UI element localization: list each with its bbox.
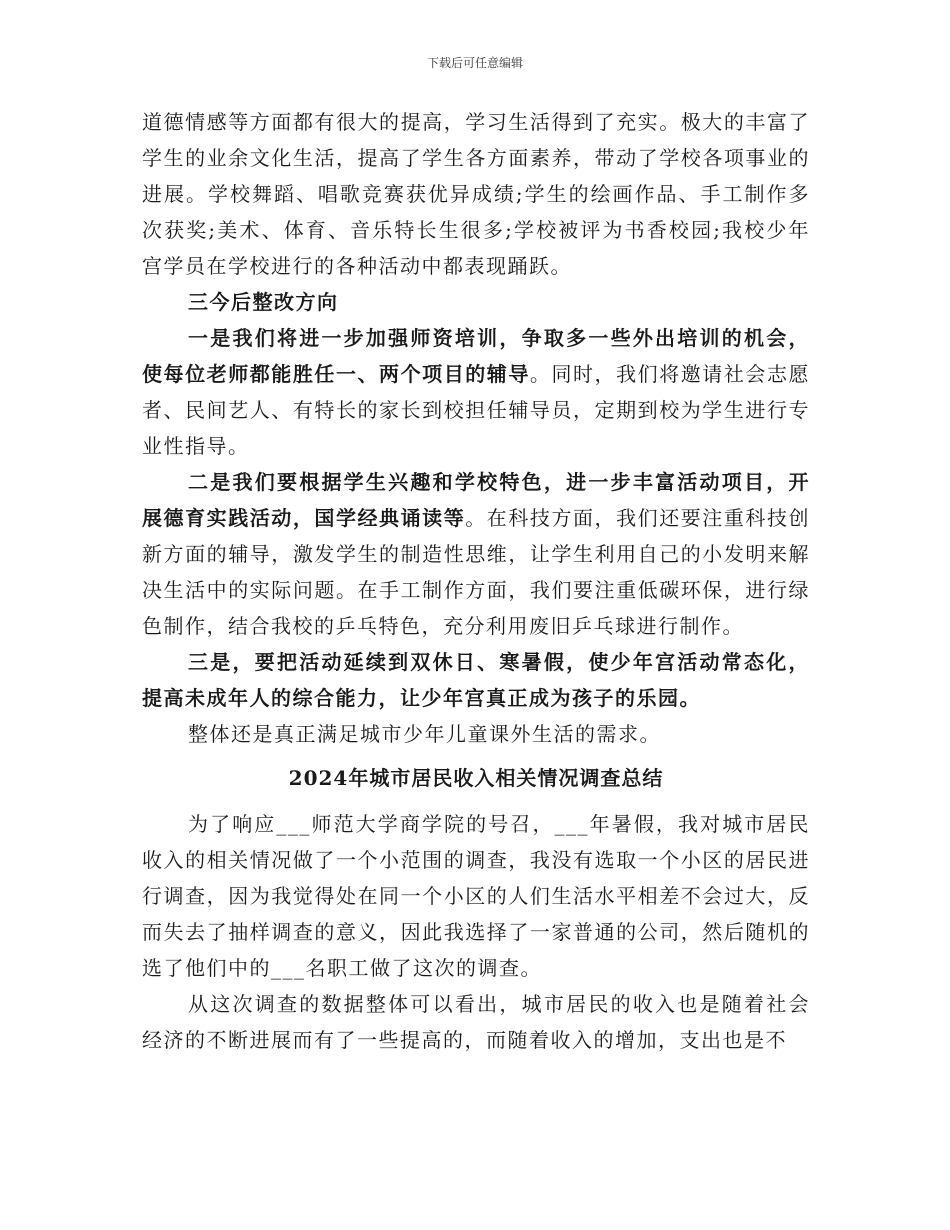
document-title: 2024年城市居民收入相关情况调查总结	[288, 766, 664, 790]
point-three-paragraph	[142, 644, 810, 716]
survey-paragraph-two: 从这次调查的数据整体可以看出，城市居民的收入也是随着社会经济的不断进展而有了一些提高的，而随着收入的增加，支出也是不	[142, 992, 810, 1052]
page-header: 下载后可任意编辑	[426, 56, 523, 70]
document-body	[142, 104, 810, 1058]
point-two-bold: 二是我们要根据学生兴趣和学校特色，进一步丰富活动项目，开展德育实践活动，国学经典诵读等	[142, 470, 810, 530]
section-heading: 三今后整改方向	[188, 290, 339, 314]
survey-paragraph-one: 为了响应___师范大学商学院的号召，___年暑假，我对城市居民收入的相关情况做了一个小范围的调查，我没有选取一个小区的居民进行调查，因为我觉得处在同一个小区的人们生活水平相差不会过大，反而失去了抽样调查的意义，因此我选择了一家普通的公司，然后随机的选了他们中的___名职工做了这次的调查。	[142, 812, 810, 980]
point-three-bold: 三是，要把活动延续到双休日、寒暑假，使少年宫活动常态化，提高未成年人的综合能力，让少年宫真正成为孩子的乐园。	[142, 650, 810, 710]
intro-paragraph: 道德情感等方面都有很大的提高，学习生活得到了充实。极大的丰富了学生的业余文化生活，提高了学生各方面素养，带动了学校各项事业的进展。学校舞蹈、唱歌竞赛获优异成绩;学生的绘画作品、手工制作多次获奖;美术、体育、音乐特长生很多;学校被评为书香校园;我校少年宫学员在学校进行的各种活动中都表现踊跃。	[142, 110, 810, 278]
point-one-paragraph	[142, 320, 810, 464]
point-two-paragraph	[142, 464, 810, 644]
point-one-text: 。同时，我们将邀请社会志愿者、民间艺人、有特长的家长到校担任辅导员，定期到校为学生进行专业性指导。	[142, 362, 811, 458]
point-one-bold: 一是我们将进一步加强师资培训，争取多一些外出培训的机会，使每位老师都能胜任一、两个项目的辅导	[142, 326, 810, 386]
closing-paragraph: 整体还是真正满足城市少年儿童课外生活的需求。	[188, 722, 661, 746]
point-two-text: 。在科技方面，我们还要注重科技创新方面的辅导，激发学生的制造性思维，让学生利用自己的小发明来解决生活中的实际问题。在手工制作方面，我们要注重低碳环保，进行绿色制作，结合我校的乒乓特色，充分利用废旧乒乓球进行制作。	[142, 506, 810, 638]
